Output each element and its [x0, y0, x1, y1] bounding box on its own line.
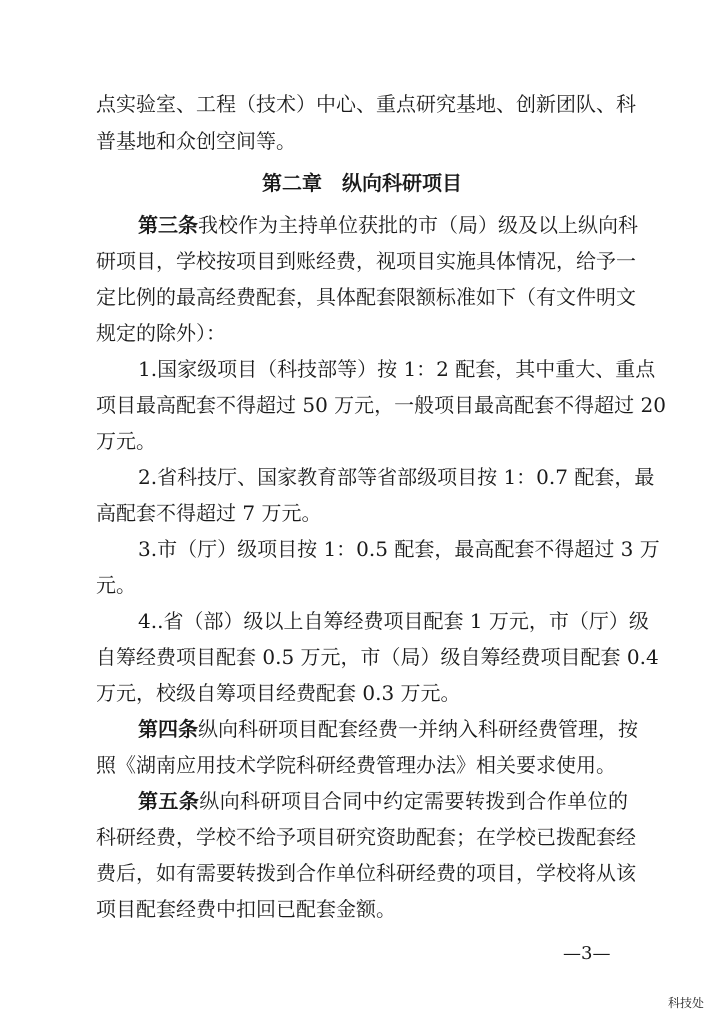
article4-line-1: 纵向科研项目配套经费一并纳入科研经费管理，按	[198, 717, 638, 741]
article5-label: 第五条	[138, 789, 200, 813]
intro-line-1: 点实验室、工程（技术）中心、重点研究基地、创新团队、科	[96, 92, 636, 116]
article5-line-1: 纵向科研项目合同中约定需要转拨到合作单位的	[199, 789, 629, 813]
item1-line-3: 万元。	[96, 429, 156, 453]
article3-line-1: 我校作为主持单位获批的市（局）级及以上纵向科	[198, 213, 638, 237]
article4-line-2: 照《湖南应用技术学院科研经费管理办法》相关要求使用。	[96, 753, 616, 777]
item1-line-1: 1.国家级项目（科技部等）按 1：2 配套，其中重大、重点	[138, 357, 656, 381]
item4-line-1: 4..省（部）级以上自筹经费项目配套 1 万元，市（厅）级	[138, 609, 649, 633]
article5-line-2: 科研经费，学校不给予项目研究资助配套；在学校已拨配套经	[96, 825, 636, 849]
chapter-title: 第二章 纵向科研项目	[262, 171, 462, 195]
item2-line-1: 2.省科技厅、国家教育部等省部级项目按 1：0.7 配套，最	[138, 465, 655, 489]
article4-first-line	[138, 714, 638, 744]
item3-line-2: 元。	[96, 573, 136, 597]
intro-line-2: 普基地和众创空间等。	[96, 129, 296, 153]
item3-line-1: 3.市（厅）级项目按 1：0.5 配套，最高配套不得超过 3 万	[138, 537, 660, 561]
page-number: —3—	[563, 943, 611, 964]
article3-label: 第三条	[138, 213, 198, 237]
article3-first-line	[138, 210, 638, 240]
item4-line-2: 自筹经费项目配套 0.5 万元，市（局）级自筹经费项目配套 0.4	[96, 645, 659, 669]
article5-first-line	[138, 786, 628, 816]
article3-line-3: 定比例的最高经费配套，具体配套限额标准如下（有文件明文	[96, 285, 636, 309]
article5-line-3: 费后，如有需要转拨到合作单位科研经费的项目，学校将从该	[96, 861, 636, 885]
item2-line-2: 高配套不得超过 7 万元。	[96, 501, 322, 525]
item4-line-3: 万元，校级自筹项目经费配套 0.3 万元。	[96, 681, 461, 705]
article3-line-4: 规定的除外）：	[96, 321, 226, 345]
department-stamp: 科技处	[668, 996, 705, 1010]
article4-label: 第四条	[138, 717, 198, 741]
article3-line-2: 研项目，学校按项目到账经费，视项目实施具体情况，给予一	[96, 249, 636, 273]
item1-line-2: 项目最高配套不得超过 50 万元，一般项目最高配套不得超过 20	[96, 393, 666, 417]
article5-line-4: 项目配套经费中扣回已配套金额。	[96, 897, 396, 921]
